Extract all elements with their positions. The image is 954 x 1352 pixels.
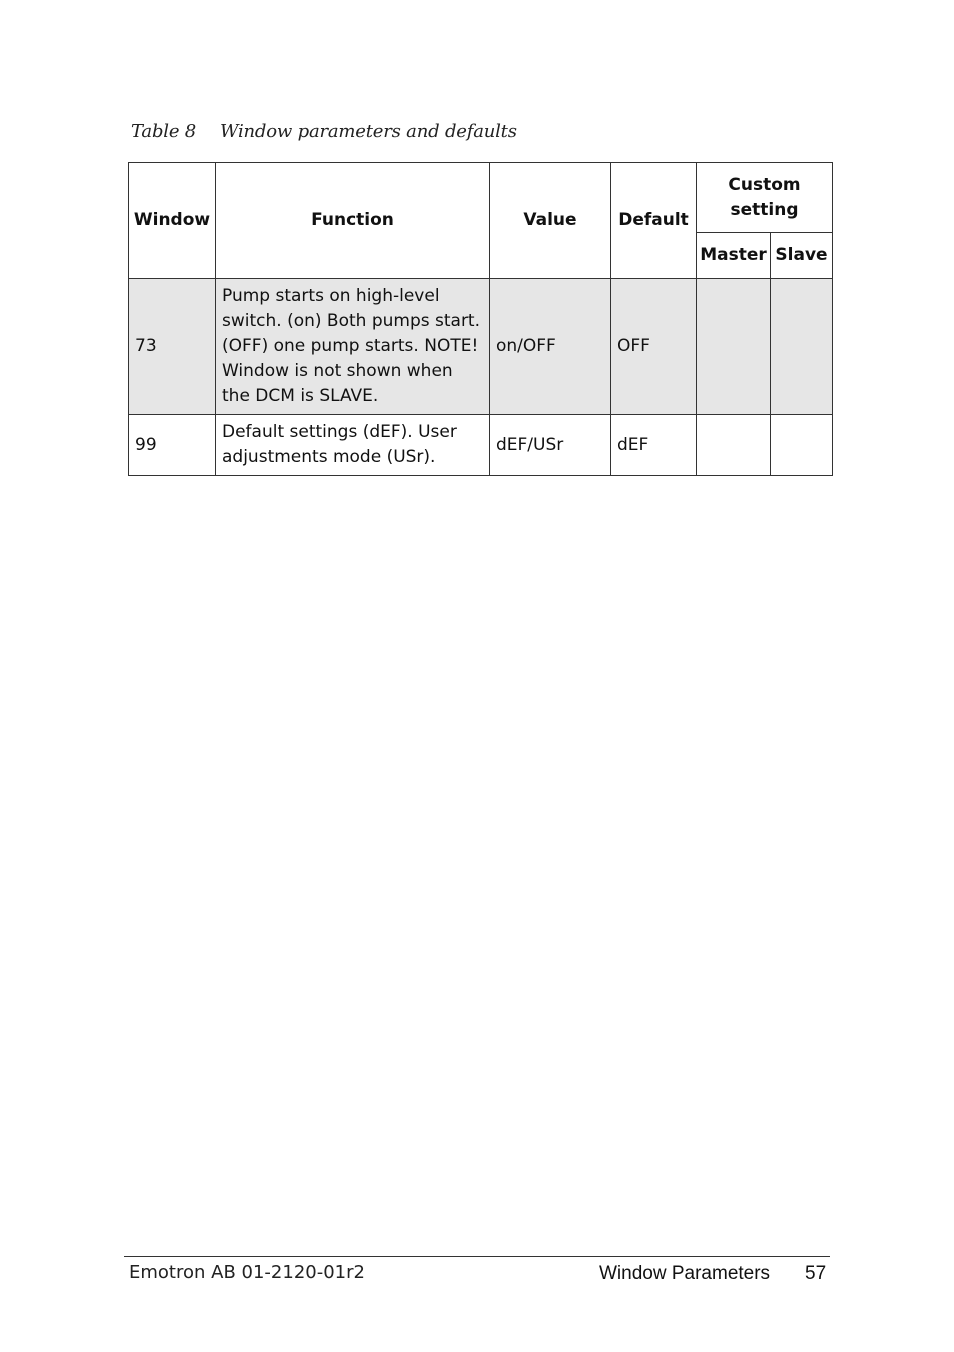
header-window: Window	[129, 163, 216, 279]
cell-value: on/OFF	[490, 279, 611, 415]
cell-default: OFF	[611, 279, 697, 415]
cell-slave	[771, 279, 833, 415]
cell-window: 99	[129, 415, 216, 476]
header-master: Master	[697, 233, 771, 279]
cell-value: dEF/USr	[490, 415, 611, 476]
table-title: Window parameters and defaults	[220, 121, 517, 142]
footer-divider	[124, 1256, 830, 1257]
table-row	[129, 279, 833, 415]
cell-function: Default settings (dEF). User adjustments mode (USr).	[216, 415, 490, 476]
cell-default: dEF	[611, 415, 697, 476]
header-function: Function	[216, 163, 490, 279]
window-parameters-table	[128, 162, 833, 476]
header-slave: Slave	[771, 233, 833, 279]
cell-function: Pump starts on high-level switch. (on) Both pumps start. (OFF) one pump starts. NOTE! Window is not shown when the DCM is SLAVE.	[216, 279, 490, 415]
header-custom-setting: Custom setting	[697, 163, 833, 233]
cell-slave	[771, 415, 833, 476]
table-number: Table 8	[131, 121, 197, 142]
footer-page-number: 57	[805, 1263, 827, 1284]
footer-section-title: Window Parameters	[599, 1263, 771, 1284]
cell-window: 73	[129, 279, 216, 415]
header-default: Default	[611, 163, 697, 279]
cell-master	[697, 415, 771, 476]
table-header-row	[129, 163, 833, 233]
table-row	[129, 415, 833, 476]
cell-master	[697, 279, 771, 415]
header-value: Value	[490, 163, 611, 279]
table-caption	[131, 121, 517, 142]
footer-document-id: Emotron AB 01-2120-01r2	[129, 1262, 365, 1283]
